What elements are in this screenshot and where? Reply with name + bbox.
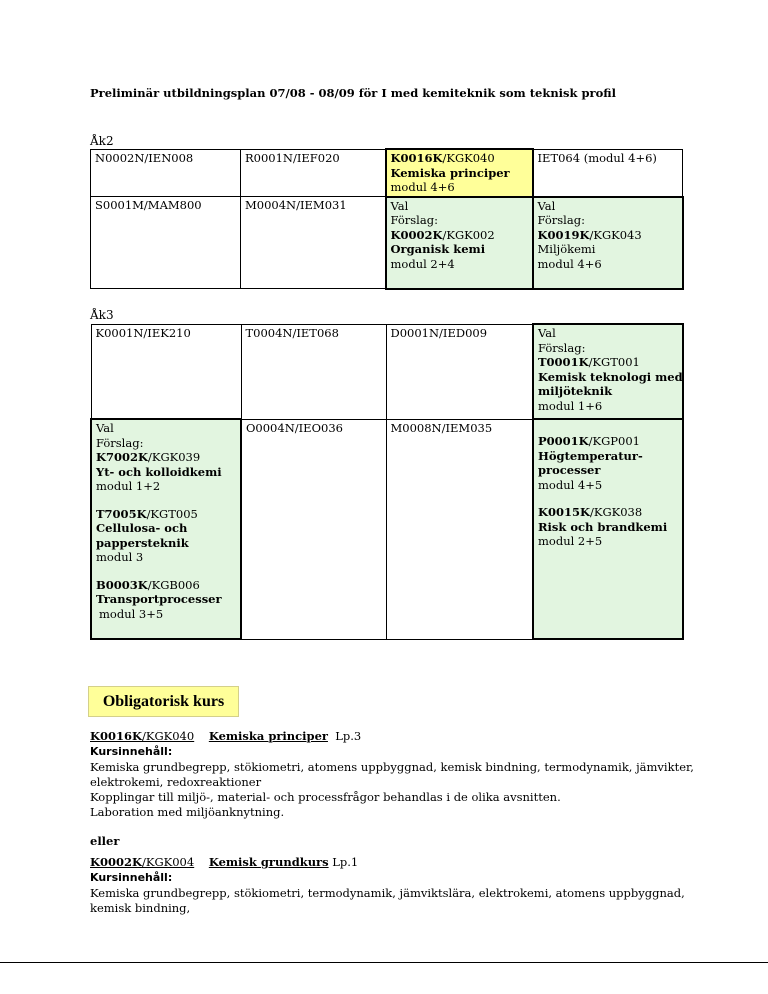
course-code: T7005K	[96, 506, 147, 521]
course-code: P0001K	[538, 434, 589, 448]
y2r1-course-4: IET064 (modul 4+6)	[533, 149, 683, 197]
course1-code: K0016K	[90, 729, 142, 743]
y2r2-elective-organisk-kemi	[386, 197, 533, 289]
y2r2-course-1: S0001M/MAM800	[91, 197, 241, 289]
course-name: Risk och brandkemi	[538, 519, 668, 534]
y3r2-course-3: M0008N/IEM035	[386, 419, 533, 639]
course1-period: Lp.3	[335, 729, 362, 743]
course2-code: K0002K	[90, 855, 142, 869]
course1-heading	[90, 729, 361, 743]
course-code-suffix: /KGK040	[442, 151, 495, 165]
document-title: Preliminär utbildningsplan 07/08 - 08/09 för I med kemiteknik som teknisk profil	[90, 86, 616, 100]
year3-table	[90, 323, 684, 640]
course-modul: modul 4+6	[390, 180, 455, 194]
course-name-cont: miljöteknik	[538, 384, 613, 398]
y3r1-course-1: K0001N/IEK210	[91, 324, 241, 419]
course-code-suffix: /KGB006	[147, 577, 200, 592]
course2-period: Lp.1	[332, 855, 359, 869]
course-code-suffix: /KGK039	[148, 450, 201, 464]
course-modul: modul 1+6	[538, 398, 603, 413]
or-separator: eller	[90, 834, 120, 848]
course2-content-label: Kursinnehåll:	[90, 871, 173, 884]
y2r1-course-2: R0001N/IEF020	[241, 149, 386, 197]
page-bottom-rule	[0, 962, 768, 963]
course-name: Miljökemi	[537, 242, 596, 256]
year3-row1	[91, 324, 683, 419]
elective-label: Val	[538, 326, 556, 340]
y2r1-course-3-kemiska-principer	[386, 149, 533, 197]
year2-table	[90, 148, 684, 290]
course-modul: modul 3	[96, 550, 144, 564]
course-code-suffix: /KGK002	[442, 227, 495, 242]
elective-label: Val	[390, 198, 409, 213]
year2-row2	[91, 197, 683, 289]
course1-content-line: Kopplingar till miljö-, material- och processfrågor behandlas i de olika avsnitten.	[90, 790, 561, 804]
y3r1-course-2: T0004N/IET068	[241, 324, 386, 419]
suggestion-label: Förslag:	[537, 213, 585, 227]
course-modul: modul 4+6	[537, 256, 602, 271]
course-name-cont: pappersteknik	[96, 535, 189, 550]
y2r2-course-2: M0004N/IEM031	[241, 197, 386, 289]
year3-label: Åk3	[90, 308, 114, 322]
y3r1-course-3: D0001N/IED009	[386, 324, 533, 419]
course-code-suffix: /KGT001	[588, 355, 640, 369]
course1-content-label: Kursinnehåll:	[90, 745, 173, 758]
course-name: Kemiska principer	[390, 165, 510, 180]
course2-name: Kemisk grundkurs	[208, 855, 329, 869]
course1-code-suffix: /KGK040	[142, 729, 195, 743]
course-modul: modul 4+5	[538, 477, 603, 492]
course-name-cont: processer	[538, 463, 601, 477]
course-code: T0001K	[538, 355, 589, 369]
elective-label: Val	[537, 198, 556, 213]
y3r2-electives-col1	[91, 419, 241, 639]
course1-content-line: Laboration med miljöanknytning.	[90, 805, 285, 819]
course1-name: Kemiska principer	[208, 729, 328, 743]
course1-content-line: Kemiska grundbegrepp, stökiometri, atomens uppbyggnad, kemisk bindning, termodynamik, jämvikter,	[90, 760, 694, 774]
course2-content	[90, 886, 690, 916]
suggestion-label: Förslag:	[390, 213, 438, 227]
course-name: Kemisk teknologi med	[538, 369, 683, 384]
y3r2-electives-col4	[533, 419, 683, 639]
course-name: Högtemperatur-	[538, 448, 643, 463]
course-modul: modul 3+5	[99, 606, 164, 621]
elective-label: Val	[96, 421, 114, 435]
course-name: Transportprocesser	[96, 592, 222, 606]
course-code: K0016K	[390, 151, 443, 165]
year2-label: Åk2	[90, 134, 114, 148]
course-code: K0019K	[537, 227, 590, 242]
year2-row1	[91, 149, 683, 197]
y3r1-elective-kemisk-teknologi	[533, 324, 683, 419]
course-code-suffix: /KGK043	[589, 227, 642, 242]
course-name: Cellulosa- och	[96, 521, 188, 535]
suggestion-label: Förslag:	[538, 340, 586, 355]
course2-content-line: kemisk bindning,	[90, 901, 191, 915]
course1-content-line: elektrokemi, redoxreaktioner	[90, 775, 262, 789]
course-modul: modul 2+5	[538, 534, 603, 548]
course2-content-line: Kemiska grundbegrepp, stökiometri, termodynamik, jämviktslära, elektrokemi, atomens uppbyggnad,	[90, 886, 685, 900]
y2r2-elective-miljokemi	[533, 197, 683, 289]
course-modul: modul 1+2	[96, 479, 161, 493]
course2-heading	[90, 855, 358, 869]
course-name: Organisk kemi	[390, 242, 486, 256]
course-code: K0015K	[538, 505, 590, 519]
suggestion-label: Förslag:	[96, 435, 144, 450]
course-code-suffix: /KGP001	[588, 434, 640, 448]
course-modul: modul 2+4	[390, 256, 455, 271]
course-code-suffix: /KGT005	[146, 506, 198, 521]
course-code: K7002K	[96, 450, 148, 464]
course-code-suffix: /KGK038	[590, 505, 643, 519]
course-name: Yt- och kolloidkemi	[96, 464, 222, 479]
obligatory-course-heading: Obligatorisk kurs	[88, 686, 239, 717]
course2-code-suffix: /KGK004	[142, 855, 195, 869]
course1-content	[90, 760, 694, 820]
course-code: K0002K	[390, 227, 443, 242]
year3-row2	[91, 419, 683, 639]
y3r2-course-2: O0004N/IEO036	[241, 419, 386, 639]
y2r1-course-1: N0002N/IEN008	[91, 149, 241, 197]
course-code: B0003K	[96, 577, 148, 592]
